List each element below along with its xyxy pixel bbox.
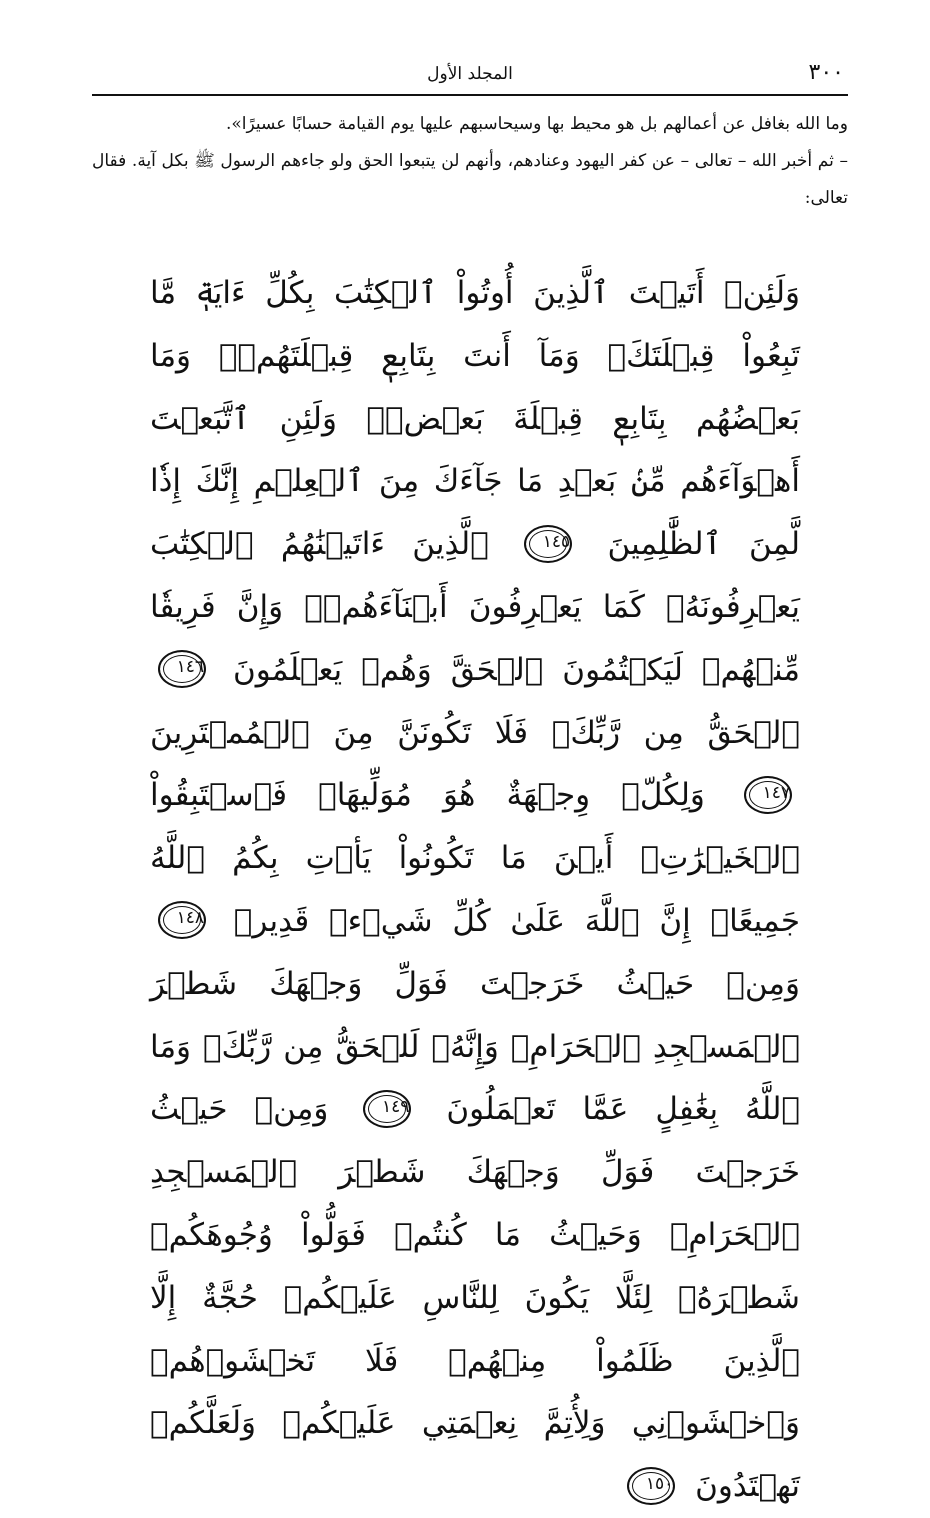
header-divider [92, 94, 848, 96]
page-number: ٣٠٠ [808, 60, 844, 85]
verse-number-marker: ١٤٦ [158, 650, 206, 688]
verse-text: ٱلَّذِينَ ءَاتَيۡنَٰهُمُ ٱلۡكِتَٰبَ يَعۡرِفُونَهُۥ كَمَا يَعۡرِفُونَ أَبۡنَآءَهُمۡۖ وَإِنَّ فَرِيقٗا مِّنۡهُمۡ لَيَكۡتُمُونَ ٱلۡحَقَّ وَهُمۡ يَعۡلَمُونَ [150, 526, 800, 688]
verse-text: وَمِنۡ حَيۡثُ خَرَجۡتَ فَوَلِّ وَجۡهَكَ شَطۡرَ ٱلۡمَسۡجِدِ ٱلۡحَرَامِۚ وَحَيۡثُ مَا كُنتُمۡ فَوَلُّواْ وُجُوهَكُمۡ شَطۡرَهُۥ لِئَلَّا يَكُونَ لِلنَّاسِ عَلَيۡكُمۡ حُجَّةٌ إِلَّا ٱلَّذِينَ ظَلَمُواْ مِنۡهُمۡ فَلَا تَخۡشَوۡهُمۡ وَٱخۡشَوۡنِي وَلِأُتِمَّ نِعۡمَتِي عَلَيۡكُمۡ وَلَعَلَّكُمۡ تَهۡتَدُونَ [150, 1091, 800, 1505]
quran-verses-block [150, 262, 800, 1518]
verse-number-marker: ١٤٥ [524, 525, 572, 563]
verse-number-marker: ١٤٨ [158, 901, 206, 939]
commentary-paragraph: – ثم أخبر الله – تعالى – عن كفر اليهود وعنادهم، وأنهم لن يتبعوا الحق ولو جاءهم الرسول ﷺ بكل آية. فقال تعالى: [92, 151, 848, 208]
verse-number-marker: ١٤٧ [744, 776, 792, 814]
volume-title: المجلد الأول [427, 64, 513, 84]
page-header [92, 52, 848, 92]
commentary-paragraph: وما الله بغافل عن أعمالهم بل هو محيط بها وسيحاسبهم عليها يوم القيامة حسابًا عسيرًا». [225, 114, 848, 134]
commentary-text [92, 106, 848, 217]
verse-paragraph [150, 262, 800, 1518]
verse-text: وَمِنۡ حَيۡثُ خَرَجۡتَ فَوَلِّ وَجۡهَكَ شَطۡرَ ٱلۡمَسۡجِدِ ٱلۡحَرَامِۖ وَإِنَّهُۥ لَلۡحَقُّ مِن رَّبِّكَۗ وَمَا ٱللَّهُ بِغَٰفِلٍ عَمَّا تَعۡمَلُونَ [150, 965, 801, 1128]
verse-text: وَلِكُلّٖ وِجۡهَةٌ هُوَ مُوَلِّيهَاۖ فَٱسۡتَبِقُواْ ٱلۡخَيۡرَٰتِۚ أَيۡنَ مَا تَكُونُواْ يَأۡتِ بِكُمُ ٱللَّهُ جَمِيعًاۚ إِنَّ ٱللَّهَ عَلَىٰ كُلِّ شَيۡءٖ قَدِيرٞ [150, 777, 801, 939]
verse-text: وَلَئِنۡ أَتَيۡتَ ٱلَّذِينَ أُوتُواْ ٱلۡكِتَٰبَ بِكُلِّ ءَايَةٖ مَّا تَبِعُواْ قِبۡلَتَكَۚ وَمَآ أَنتَ بِتَابِعٖ قِبۡلَتَهُمۡۚ وَمَا بَعۡضُهُم بِتَابِعٖ قِبۡلَةَ بَعۡضٖۚ وَلَئِنِ ٱتَّبَعۡتَ أَهۡوَآءَهُم مِّنۢ بَعۡدِ مَا جَآءَكَ مِنَ ٱلۡعِلۡمِ إِنَّكَ إِذٗا لَّمِنَ ٱلظَّٰلِمِينَ [150, 275, 801, 563]
verse-number-marker: ١٥٠ [627, 1467, 675, 1505]
verse-text: ٱلۡحَقُّ مِن رَّبِّكَۖ فَلَا تَكُونَنَّ مِنَ ٱلۡمُمۡتَرِينَ [150, 714, 800, 751]
verse-number-marker: ١٤٩ [363, 1090, 411, 1128]
